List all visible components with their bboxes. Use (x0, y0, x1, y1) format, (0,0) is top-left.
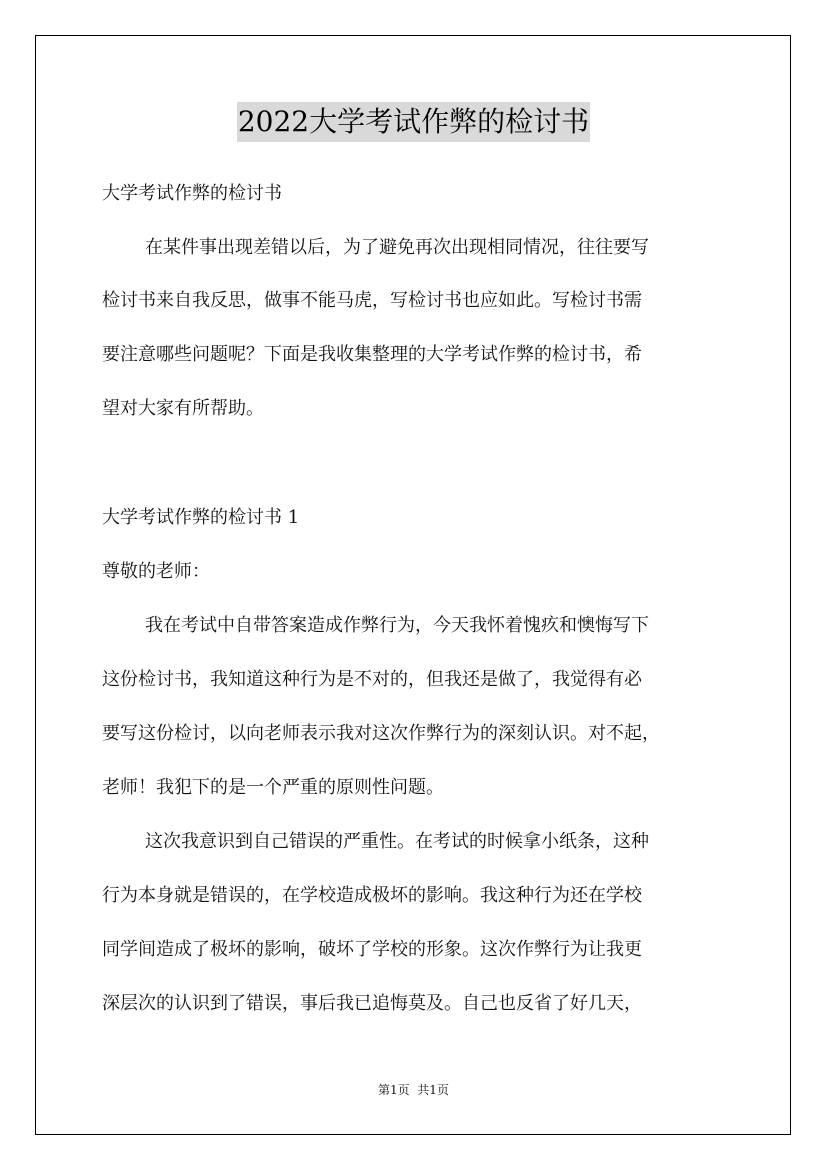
section-heading: 大学考试作弊的检讨书 1 (102, 507, 300, 528)
subtitle-line: 大学考试作弊的检讨书 (102, 183, 282, 204)
paragraph-line: 检讨书来自我反思，做事不能马虎，写检讨书也应如此。写检讨书需 (102, 290, 642, 311)
salutation: 尊敬的老师： (102, 561, 210, 582)
paragraph-line: 行为本身就是错误的，在学校造成极坏的影响。我这种行为还在学校 (102, 885, 642, 906)
page-footer: 第1页 共1页 (378, 1083, 449, 1097)
paragraph-line: 我在考试中自带答案造成作弊行为，今天我怀着愧疚和懊悔写下 (145, 615, 649, 636)
paragraph-line: 老师！我犯下的是一个严重的原则性问题。 (102, 777, 444, 798)
title-wrap (0, 102, 827, 142)
paragraph-line: 同学间造成了极坏的影响，破坏了学校的形象。这次作弊行为让我更 (102, 939, 642, 960)
paragraph-line: 望对大家有所帮助。 (102, 398, 264, 419)
paragraph-line: 深层次的认识到了错误，事后我已追悔莫及。自己也反省了好几天， (102, 993, 642, 1014)
paragraph-line: 要注意哪些问题呢？下面是我收集整理的大学考试作弊的检讨书，希 (102, 344, 642, 365)
paragraph-line: 这次我意识到自己错误的严重性。在考试的时候拿小纸条，这种 (145, 831, 649, 852)
paragraph-line: 要写这份检讨，以向老师表示我对这次作弊行为的深刻认识。对不起， (102, 723, 660, 744)
paragraph-line: 在某件事出现差错以后，为了避免再次出现相同情况，往往要写 (145, 237, 649, 258)
paragraph-line: 这份检讨书，我知道这种行为是不对的，但我还是做了，我觉得有必 (102, 669, 642, 690)
document-title: 2022大学考试作弊的检讨书 (237, 102, 590, 142)
